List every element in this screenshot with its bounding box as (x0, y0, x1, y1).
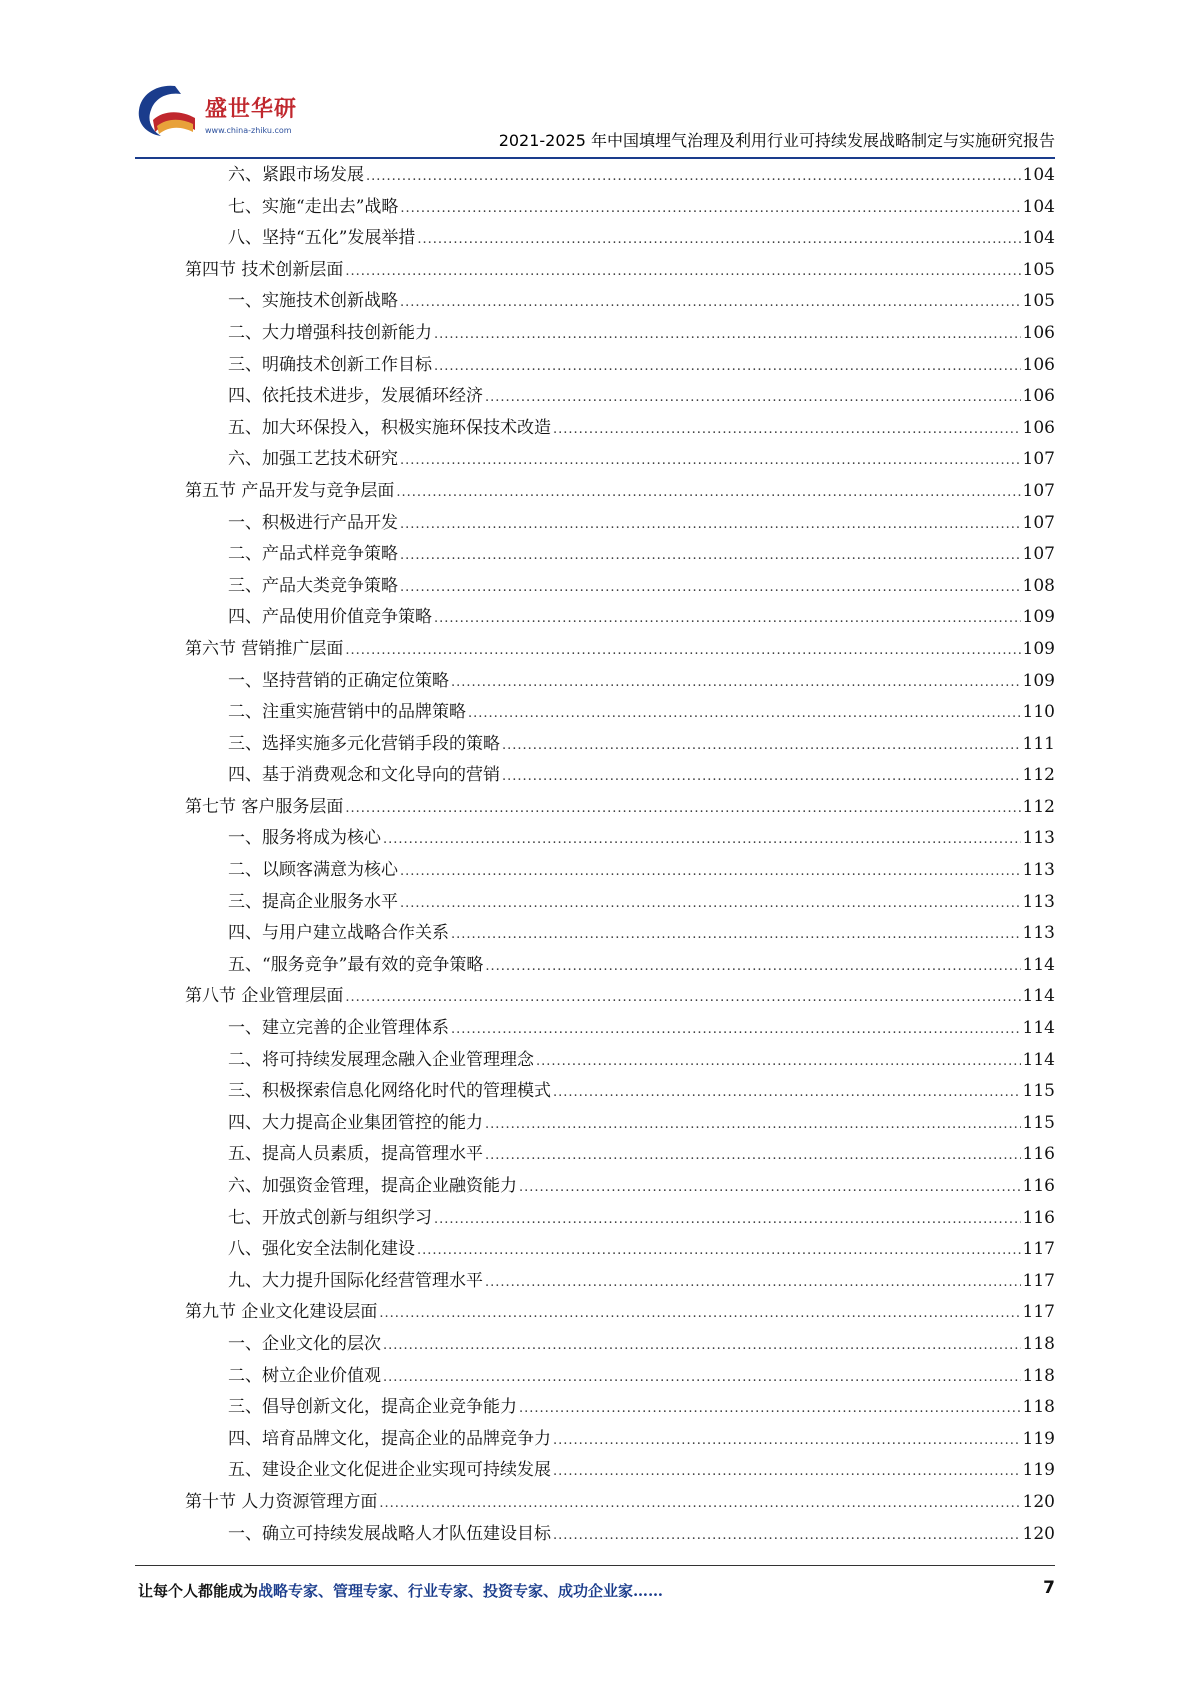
toc-subsection-entry[interactable] (185, 1076, 1055, 1108)
toc-dot-leader (553, 1424, 1021, 1457)
footer-highlight: 战略专家、管理专家、行业专家、投资专家、成功企业家…… (258, 1582, 664, 1600)
toc-dot-leader (553, 1455, 1021, 1488)
toc-entry-label: 八、坚持“五化”发展举措 (228, 228, 416, 249)
company-logo (135, 80, 305, 146)
toc-entry-page: 119 (1022, 1428, 1055, 1449)
toc-entry-label: 五、建设企业文化促进企业实现可持续发展 (228, 1460, 551, 1481)
toc-subsection-entry[interactable] (185, 508, 1055, 540)
header-divider (135, 157, 1055, 159)
toc-entry-page: 117 (1022, 1302, 1055, 1323)
toc-entry-page: 107 (1022, 480, 1055, 501)
toc-dot-leader (451, 918, 1021, 951)
toc-entry-page: 104 (1022, 228, 1055, 249)
toc-entry-label: 三、积极探索信息化网络化时代的管理模式 (228, 1081, 551, 1102)
toc-entry-page: 113 (1022, 860, 1055, 881)
footer-prefix: 让每个人都能成为 (138, 1582, 259, 1600)
toc-dot-leader (400, 855, 1021, 888)
toc-entry-label: 五、提高人员素质，提高管理水平 (228, 1144, 483, 1165)
toc-entry-page: 120 (1022, 1523, 1055, 1544)
logo-text: 盛世华研 (205, 97, 298, 122)
toc-subsection-entry[interactable] (185, 381, 1055, 413)
toc-entry-label: 二、大力增强科技创新能力 (228, 322, 432, 343)
report-title: 2021-2025 年中国填埋气治理及利用行业可持续发展战略制定与实施研究报告 (498, 131, 1055, 150)
toc-dot-leader (383, 1329, 1021, 1362)
toc-entry-page: 117 (1022, 1239, 1055, 1260)
toc-section-entry[interactable] (185, 476, 1055, 508)
toc-entry-label: 第五节 产品开发与竞争层面 (185, 480, 395, 501)
toc-dot-leader (451, 666, 1021, 699)
toc-dot-leader (400, 286, 1021, 319)
toc-entry-page: 113 (1022, 828, 1055, 849)
toc-subsection-entry[interactable] (185, 1203, 1055, 1235)
toc-subsection-entry[interactable] (185, 1171, 1055, 1203)
toc-subsection-entry[interactable] (185, 887, 1055, 919)
toc-entry-label: 七、实施“走出去”战略 (228, 196, 399, 217)
toc-entry-label: 五、“服务竞争”最有效的竞争策略 (228, 954, 484, 975)
toc-entry-label: 三、明确技术创新工作目标 (228, 354, 432, 375)
toc-entry-label: 八、强化安全法制化建设 (228, 1239, 415, 1260)
toc-entry-label: 一、建立完善的企业管理体系 (228, 1018, 449, 1039)
toc-dot-leader (502, 729, 1021, 762)
toc-entry-page: 109 (1022, 638, 1055, 659)
toc-entry-page: 109 (1022, 670, 1055, 691)
footer-divider (135, 1565, 1055, 1566)
toc-entry-label: 三、选择实施多元化营销手段的策略 (228, 733, 500, 754)
toc-dot-leader (400, 444, 1021, 477)
toc-entry-label: 一、企业文化的层次 (228, 1333, 381, 1354)
toc-entry-page: 118 (1022, 1397, 1055, 1418)
toc-dot-leader (502, 760, 1021, 793)
toc-section-entry[interactable] (185, 792, 1055, 824)
toc-subsection-entry[interactable] (185, 1234, 1055, 1266)
toc-dot-leader (417, 1234, 1021, 1267)
toc-subsection-entry[interactable] (185, 602, 1055, 634)
toc-dot-leader (400, 508, 1021, 541)
toc-section-entry[interactable] (185, 255, 1055, 287)
toc-entry-page: 111 (1022, 733, 1055, 754)
toc-entry-label: 四、依托技术进步，发展循环经济 (228, 386, 483, 407)
toc-entry-label: 二、以顾客满意为核心 (228, 860, 398, 881)
toc-entry-page: 118 (1022, 1333, 1055, 1354)
toc-subsection-entry[interactable] (185, 950, 1055, 982)
toc-subsection-entry[interactable] (185, 1455, 1055, 1487)
toc-entry-label: 二、产品式样竞争策略 (228, 544, 398, 565)
toc-entry-label: 六、加强工艺技术研究 (228, 449, 398, 470)
toc-entry-label: 四、与用户建立战略合作关系 (228, 923, 449, 944)
footer-slogan (138, 1580, 663, 1601)
toc-subsection-entry[interactable] (185, 444, 1055, 476)
page-number: 7 (1043, 1578, 1055, 1598)
toc-entry-label: 一、确立可持续发展战略人才队伍建设目标 (228, 1523, 551, 1544)
toc-dot-leader (468, 697, 1021, 730)
toc-entry-label: 三、产品大类竞争策略 (228, 575, 398, 596)
toc-entry-label: 一、积极进行产品开发 (228, 512, 398, 533)
toc-subsection-entry[interactable] (185, 192, 1055, 224)
toc-entry-label: 第六节 营销推广层面 (185, 638, 344, 659)
toc-dot-leader (434, 318, 1021, 351)
toc-dot-leader (400, 192, 1020, 225)
toc-entry-page: 113 (1022, 923, 1055, 944)
toc-entry-page: 107 (1022, 544, 1055, 565)
toc-subsection-entry[interactable] (185, 855, 1055, 887)
toc-entry-label: 六、加强资金管理，提高企业融资能力 (228, 1176, 517, 1196)
toc-subsection-entry[interactable] (185, 1361, 1055, 1393)
toc-subsection-entry[interactable] (185, 1013, 1055, 1045)
toc-entry-label: 第七节 客户服务层面 (185, 796, 344, 817)
toc-dot-leader (345, 981, 1020, 1014)
toc-dot-leader (485, 1108, 1021, 1141)
toc-dot-leader (553, 413, 1021, 446)
toc-entry-label: 第九节 企业文化建设层面 (185, 1302, 378, 1323)
toc-entry-page: 107 (1022, 512, 1055, 533)
toc-subsection-entry[interactable] (185, 1139, 1055, 1171)
toc-entry-page: 116 (1022, 1176, 1055, 1196)
toc-dot-leader (485, 381, 1021, 414)
toc-entry-page: 118 (1022, 1365, 1055, 1386)
toc-dot-leader (345, 255, 1020, 288)
toc-section-entry[interactable] (185, 1297, 1055, 1329)
toc-subsection-entry[interactable] (185, 223, 1055, 255)
toc-entry-page: 115 (1022, 1112, 1055, 1133)
toc-entry-label: 四、产品使用价值竞争策略 (228, 607, 432, 628)
toc-subsection-entry[interactable] (185, 823, 1055, 855)
toc-entry-page: 107 (1022, 449, 1055, 470)
toc-dot-leader (519, 1171, 1021, 1204)
toc-dot-leader (417, 223, 1020, 256)
toc-entry-page: 110 (1022, 702, 1055, 723)
toc-entry-page: 108 (1022, 575, 1055, 596)
toc-dot-leader (434, 350, 1021, 383)
toc-subsection-entry[interactable] (185, 571, 1055, 603)
toc-subsection-entry[interactable] (185, 539, 1055, 571)
toc-entry-label: 四、大力提高企业集团管控的能力 (228, 1112, 483, 1133)
toc-subsection-entry[interactable] (185, 760, 1055, 792)
toc-entry-label: 九、大力提升国际化经营管理水平 (228, 1270, 483, 1291)
toc-dot-leader (400, 887, 1021, 920)
toc-dot-leader (434, 602, 1021, 635)
toc-entry-page: 114 (1022, 986, 1055, 1007)
toc-dot-leader (485, 1266, 1021, 1299)
toc-subsection-entry[interactable] (185, 318, 1055, 350)
toc-entry-label: 二、将可持续发展理念融入企业管理理念 (228, 1049, 534, 1070)
toc-entry-page: 114 (1022, 1018, 1055, 1039)
toc-dot-leader (400, 571, 1021, 604)
toc-entry-label: 二、树立企业价值观 (228, 1365, 381, 1386)
toc-section-entry[interactable] (185, 634, 1055, 666)
toc-subsection-entry[interactable] (185, 1424, 1055, 1456)
toc-subsection-entry[interactable] (185, 918, 1055, 950)
toc-entry-page: 114 (1022, 954, 1055, 975)
toc-entry-label: 一、坚持营销的正确定位策略 (228, 670, 449, 691)
toc-dot-leader (485, 1139, 1021, 1172)
toc-dot-leader (383, 823, 1021, 856)
toc-entry-label: 五、加大环保投入，积极实施环保技术改造 (228, 417, 551, 438)
toc-entry-page: 113 (1022, 891, 1055, 912)
toc-dot-leader (366, 160, 1021, 193)
toc-dot-leader (379, 1297, 1020, 1330)
toc-entry-page: 117 (1022, 1270, 1055, 1291)
toc-subsection-entry[interactable] (185, 413, 1055, 445)
toc-dot-leader (379, 1487, 1020, 1520)
toc-dot-leader (519, 1392, 1021, 1425)
toc-entry-page: 105 (1022, 259, 1055, 280)
toc-dot-leader (396, 476, 1020, 509)
toc-entry-page: 106 (1022, 322, 1055, 343)
toc-entry-label: 第八节 企业管理层面 (185, 986, 344, 1007)
toc-subsection-entry[interactable] (185, 160, 1055, 192)
toc-dot-leader (536, 1045, 1021, 1078)
toc-entry-label: 第十节 人力资源管理方面 (185, 1491, 378, 1512)
page-header (135, 80, 1055, 152)
toc-dot-leader (345, 792, 1020, 825)
logo-url: www.china-zhiku.com (205, 126, 292, 135)
toc-entry-page: 119 (1022, 1460, 1055, 1481)
toc-entry-page: 104 (1022, 165, 1055, 185)
toc-subsection-entry[interactable] (185, 1392, 1055, 1424)
table-of-contents (185, 160, 1055, 1550)
toc-entry-label: 四、基于消费观念和文化导向的营销 (228, 765, 500, 786)
toc-entry-page: 106 (1022, 417, 1055, 438)
toc-subsection-entry[interactable] (185, 666, 1055, 698)
toc-subsection-entry[interactable] (185, 697, 1055, 729)
toc-subsection-entry[interactable] (185, 350, 1055, 382)
toc-entry-label: 一、实施技术创新战略 (228, 291, 398, 312)
toc-entry-page: 112 (1022, 765, 1055, 786)
toc-dot-leader (434, 1203, 1021, 1236)
toc-subsection-entry[interactable] (185, 1519, 1055, 1551)
toc-subsection-entry[interactable] (185, 1329, 1055, 1361)
toc-entry-page: 105 (1022, 291, 1055, 312)
toc-dot-leader (553, 1076, 1021, 1109)
toc-entry-label: 四、培育品牌文化，提高企业的品牌竞争力 (228, 1428, 551, 1449)
toc-dot-leader (451, 1013, 1021, 1046)
toc-entry-page: 115 (1022, 1081, 1055, 1102)
toc-entry-page: 116 (1022, 1144, 1055, 1165)
toc-dot-leader (383, 1361, 1021, 1394)
toc-entry-label: 三、倡导创新文化，提高企业竞争能力 (228, 1397, 517, 1418)
toc-dot-leader (400, 539, 1021, 572)
toc-entry-page: 112 (1022, 796, 1055, 817)
toc-entry-label: 一、服务将成为核心 (228, 828, 381, 849)
toc-entry-page: 114 (1022, 1049, 1055, 1070)
toc-entry-label: 七、开放式创新与组织学习 (228, 1207, 432, 1228)
toc-dot-leader (345, 634, 1020, 667)
toc-entry-label: 二、注重实施营销中的品牌策略 (228, 702, 466, 723)
toc-entry-label: 六、紧跟市场发展 (228, 165, 364, 185)
toc-entry-page: 116 (1022, 1207, 1055, 1228)
toc-entry-page: 120 (1022, 1491, 1055, 1512)
toc-entry-page: 106 (1022, 386, 1055, 407)
toc-subsection-entry[interactable] (185, 729, 1055, 761)
toc-entry-page: 104 (1022, 196, 1055, 217)
toc-entry-label: 第四节 技术创新层面 (185, 259, 344, 280)
toc-section-entry[interactable] (185, 1487, 1055, 1519)
toc-entry-page: 109 (1022, 607, 1055, 628)
toc-subsection-entry[interactable] (185, 1266, 1055, 1298)
logo-emblem-icon (135, 80, 205, 146)
toc-subsection-entry[interactable] (185, 1045, 1055, 1077)
toc-dot-leader (553, 1519, 1021, 1552)
toc-entry-page: 106 (1022, 354, 1055, 375)
toc-section-entry[interactable] (185, 981, 1055, 1013)
toc-subsection-entry[interactable] (185, 1108, 1055, 1140)
toc-dot-leader (485, 950, 1020, 983)
toc-entry-label: 三、提高企业服务水平 (228, 891, 398, 912)
toc-subsection-entry[interactable] (185, 286, 1055, 318)
